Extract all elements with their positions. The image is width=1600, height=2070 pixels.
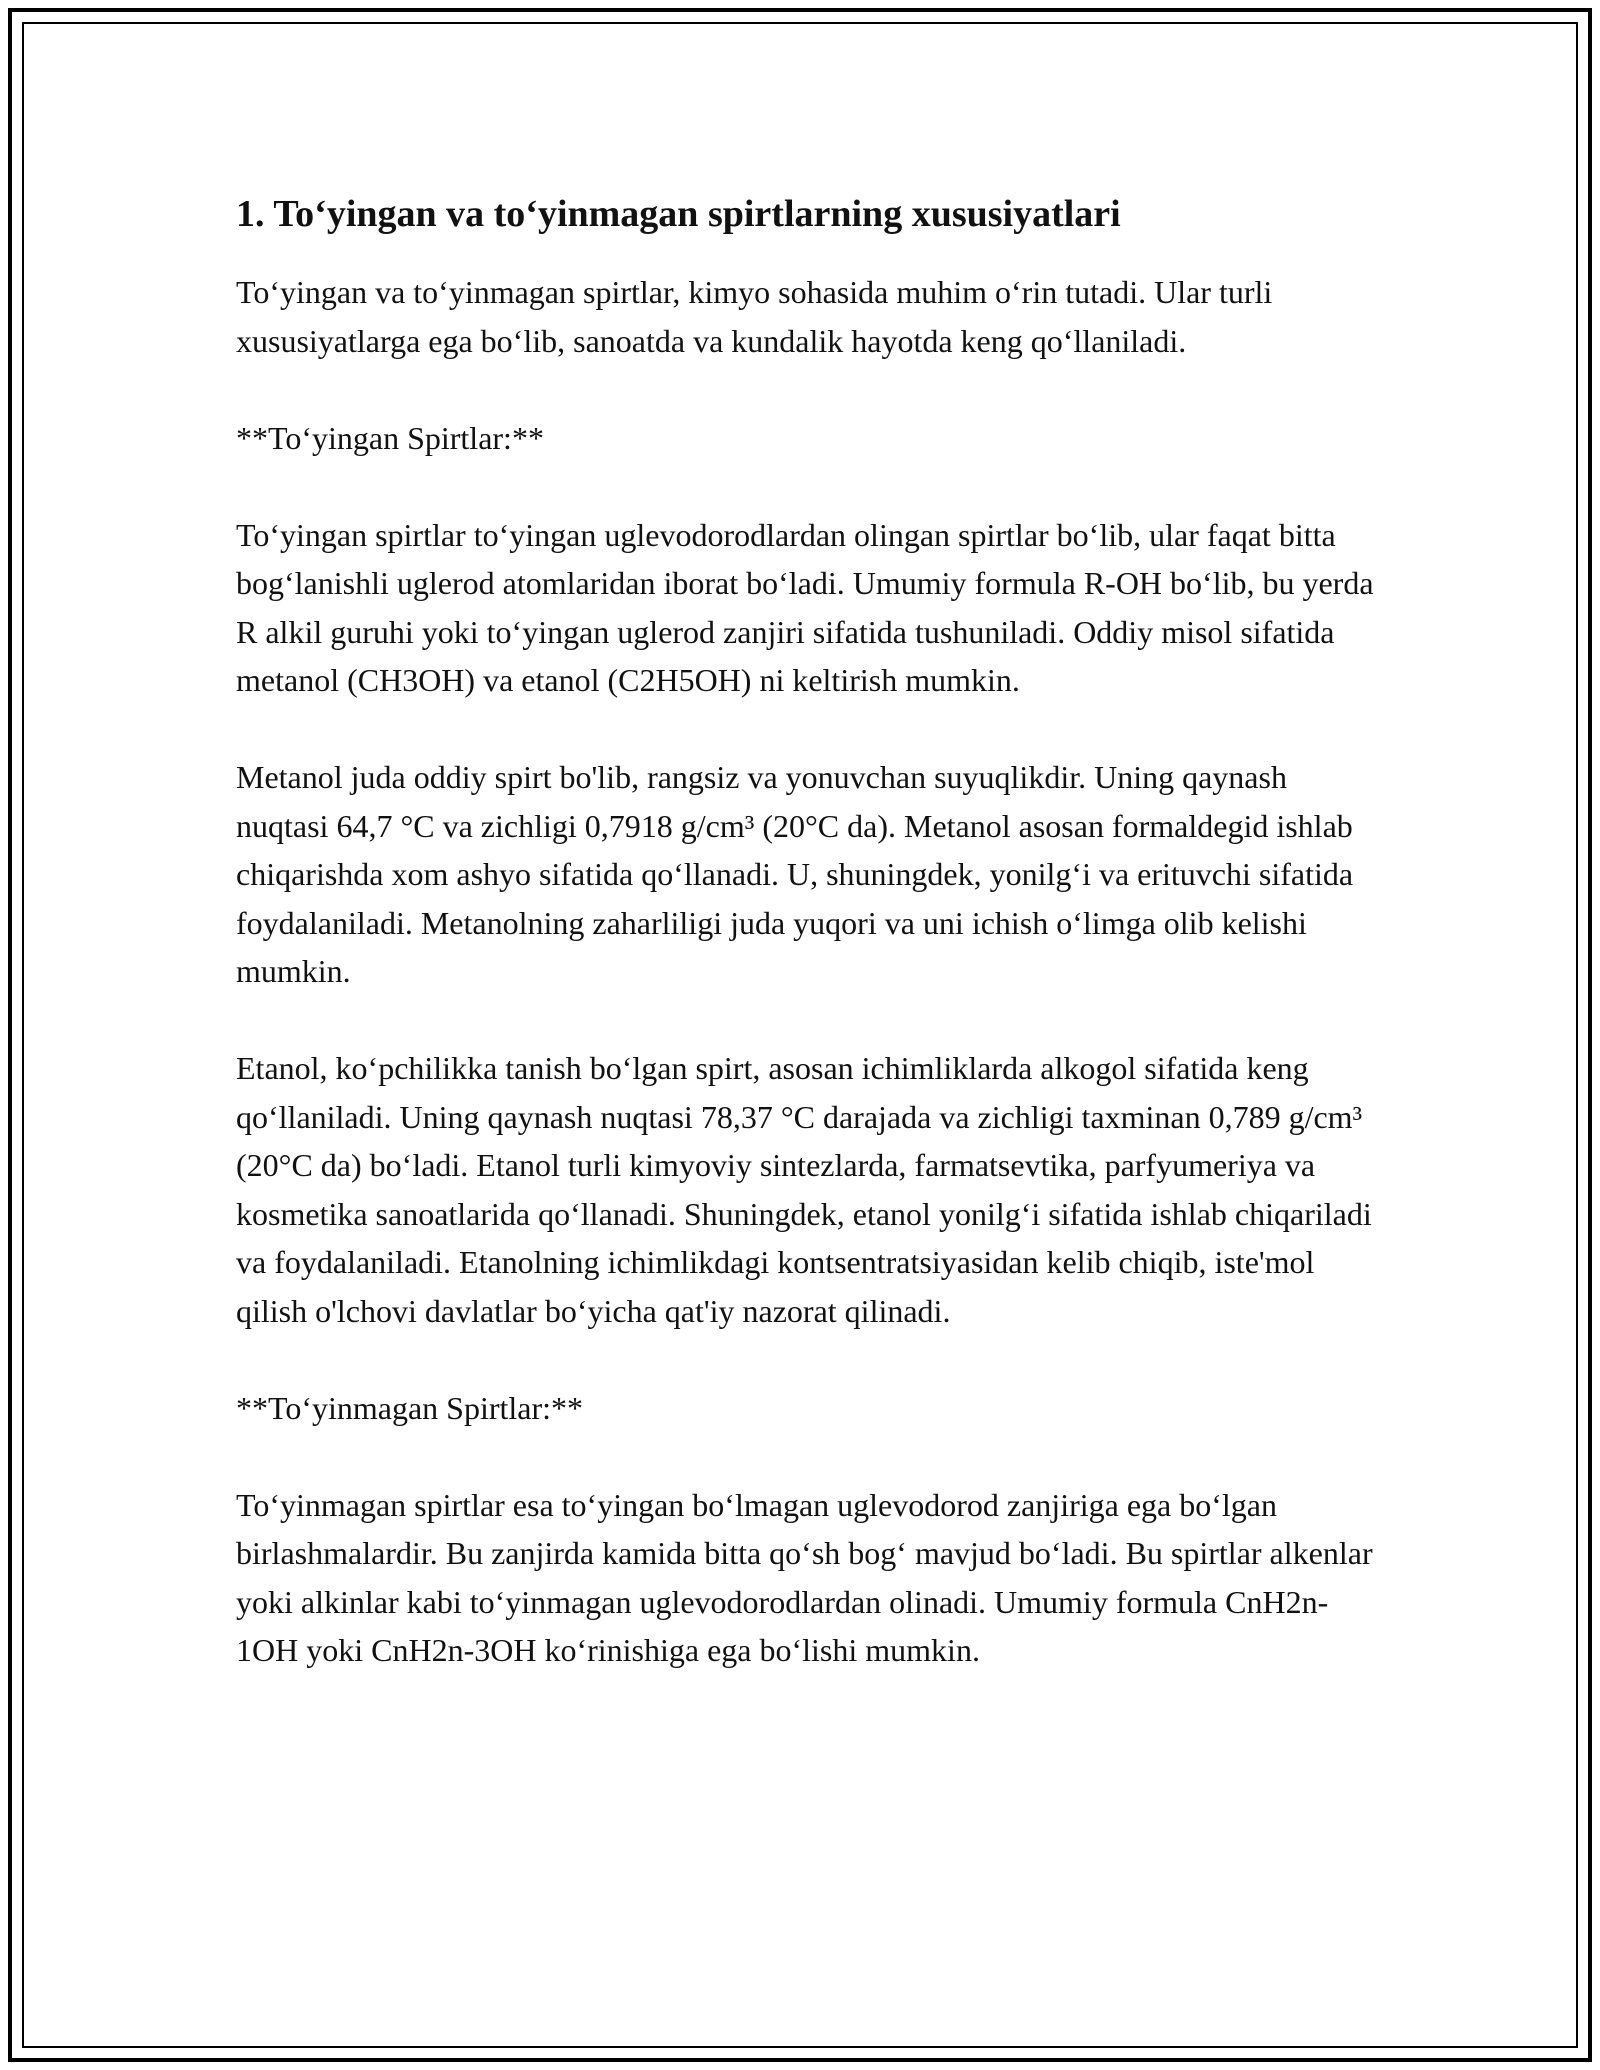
intro-paragraph: To‘yingan va to‘yinmagan spirtlar, kimyo sohasida muhim o‘rin tutadi. Ular turli xususiyatlarga ega bo‘lib, sanoatda va kundalik hayotda keng qo‘llaniladi. <box>236 274 1273 359</box>
section-heading: 1. To‘yingan va to‘yinmagan spirtlarning xususiyatlari <box>236 193 1121 235</box>
unsaturated-alcohols-subheading: **To‘yinmagan Spirtlar:** <box>236 1389 584 1426</box>
unsaturated-alcohols-paragraph: To‘yinmagan spirtlar esa to‘yingan bo‘lmagan uglevodorod zanjiriga ega bo‘lgan birlashmalardir. Bu zanjirda kamida bitta qo‘sh bog‘ mavjud bo‘ladi. Bu spirtlar alkenlar yoki alkinlar kabi to‘yinmagan uglevodorodlardan olinadi. Umumiy formula CnH2n-1OH yoki CnH2n-3OH ko‘rinishiga ega bo‘lishi mumkin. <box>236 1486 1373 1668</box>
methanol-paragraph: Metanol juda oddiy spirt bo'lib, rangsiz va yonuvchan suyuqlikdir. Uning qaynash nuqtasi 64,7 °C va zichligi 0,7918 g/cm³ (20°C da). Metanol asosan formaldegid ishlab chiqarishda xom ashyo sifatida qo‘llanadi. U, shuningdek, yonilg‘i va erituvchi sifatida foydalaniladi. Metanolning zaharliligi juda yuqori va uni ichish o‘limga olib kelishi mumkin. <box>236 759 1354 989</box>
saturated-alcohols-paragraph: To‘yingan spirtlar to‘yingan uglevodorodlardan olingan spirtlar bo‘lib, ular faqat bitta bog‘lanishli uglerod atomlaridan iborat bo‘ladi. Umumiy formula R-OH bo‘lib, bu yerda R alkil guruhi yoki to‘yingan uglerod zanjiri sifatida tushuniladi. Oddiy misol sifatida metanol (CH3OH) va etanol (C2H5OH) ni keltirish mumkin. <box>236 516 1374 698</box>
ethanol-paragraph: Etanol, ko‘pchilikka tanish bo‘lgan spirt, asosan ichimliklarda alkogol sifatida keng qo‘llaniladi. Uning qaynash nuqtasi 78,37 °C darajada va zichligi taxminan 0,789 g/cm³ (20°C da) bo‘ladi. Etanol turli kimyoviy sintezlarda, farmatsevtika, parfyumeriya va kosmetika sanoatlarida qo‘llanadi. Shuningdek, etanol yonilg‘i sifatida ishlab chiqariladi va foydalaniladi. Etanolning ichimlikdagi kontsentratsiyasidan kelib chiqib, iste'mol qilish o'lchovi davlatlar bo‘yicha qat'iy nazorat qilinadi. <box>236 1050 1372 1329</box>
document-body <box>236 190 1376 1723</box>
saturated-alcohols-subheading: **To‘yingan Spirtlar:** <box>236 419 544 456</box>
